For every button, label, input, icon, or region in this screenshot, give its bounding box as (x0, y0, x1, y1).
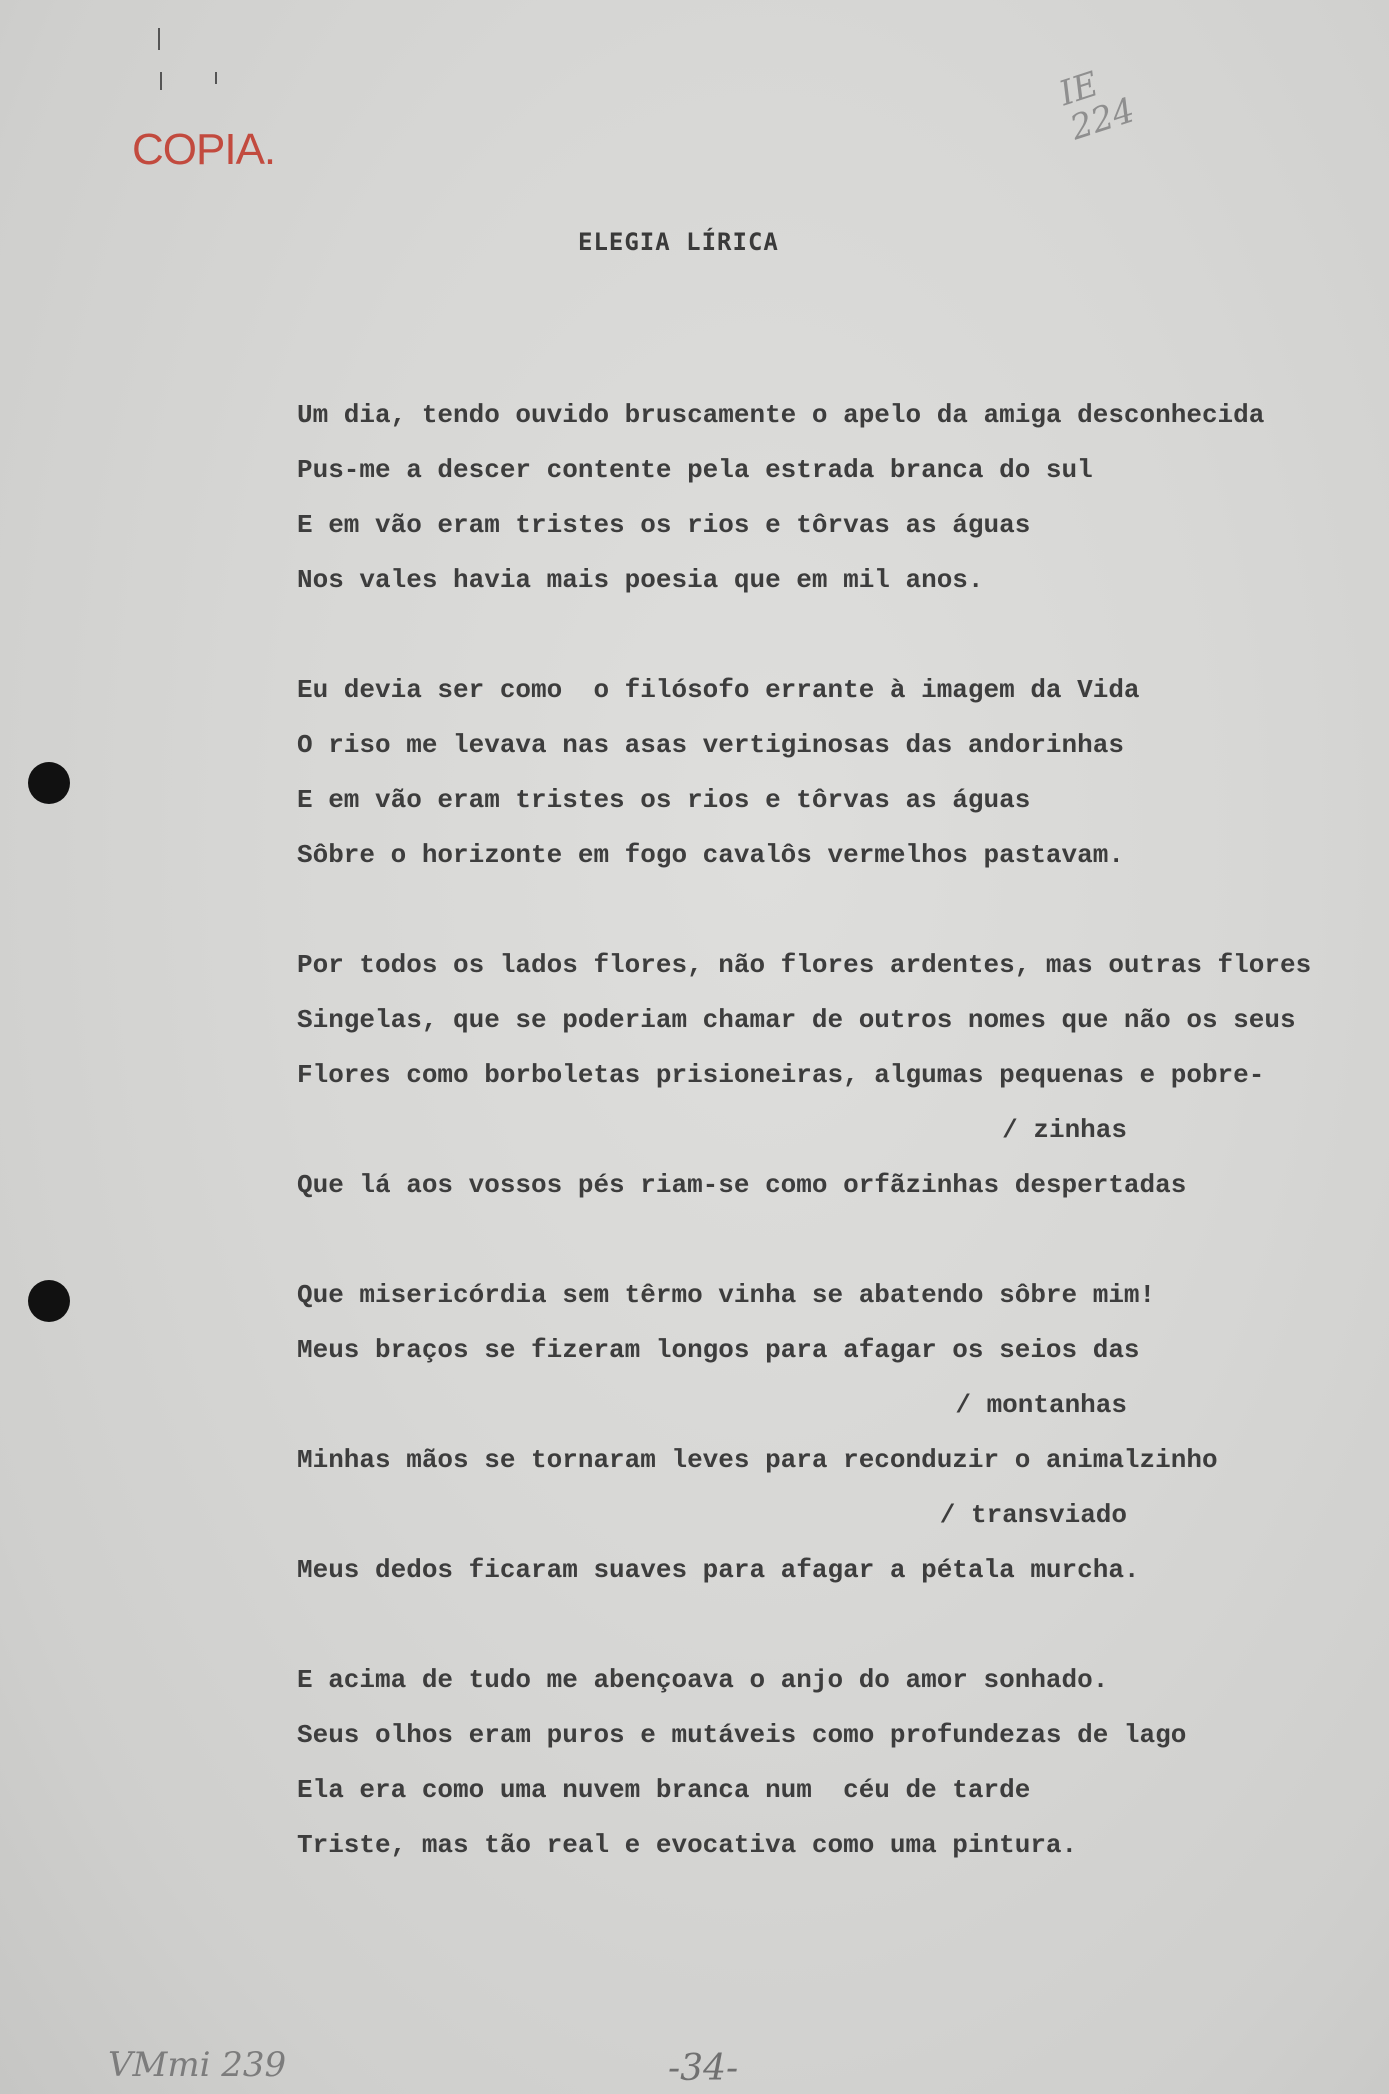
stanza-gap (297, 1220, 1377, 1275)
stanza (297, 395, 1377, 615)
poem-line: E em vão eram tristes os rios e tôrvas as águas (297, 510, 1031, 540)
stanza-gap (297, 1605, 1377, 1660)
poem-line-continuation: / transviado (939, 1500, 1127, 1530)
poem-line: Meus braços se fizeram longos para afagar os seios das (297, 1335, 1140, 1365)
poem-line: Seus olhos eram puros e mutáveis como profundezas de lago (297, 1720, 1187, 1750)
page-number: -34- (668, 2048, 739, 2089)
binding-mark (215, 72, 217, 84)
stanza-gap (297, 615, 1377, 670)
poem-line: Pus-me a descer contente pela estrada branca do sul (297, 455, 1093, 485)
poem-line: Eu devia ser como o filósofo errante à imagem da Vida (297, 675, 1140, 705)
poem-line: Um dia, tendo ouvido bruscamente o apelo da amiga desconhecida (297, 400, 1265, 430)
poem-title: ELEGIA LÍRICA (578, 228, 779, 256)
stanza (297, 670, 1377, 890)
binding-mark (158, 28, 160, 50)
handwritten-archive-code: VMmi 239 (108, 2045, 287, 2085)
poem-line: Sôbre o horizonte em fogo cavalôs vermelhos pastavam. (297, 840, 1124, 870)
poem-body (297, 395, 1377, 1880)
stanza (297, 1660, 1377, 1880)
poem-line: E em vão eram tristes os rios e tôrvas as águas (297, 785, 1031, 815)
poem-line: Nos vales havia mais poesia que em mil anos. (297, 565, 984, 595)
poem-line: Ela era como uma nuvem branca num céu de tarde (297, 1775, 1031, 1805)
stanza (297, 1275, 1377, 1605)
poem-line: Triste, mas tão real e evocativa como uma pintura. (297, 1830, 1078, 1860)
poem-line: Singelas, que se poderiam chamar de outros nomes que não os seus (297, 1005, 1296, 1035)
poem-line: Flores como borboletas prisioneiras, algumas pequenas e pobre- (297, 1060, 1265, 1090)
stanza (297, 945, 1377, 1220)
poem-line: Meus dedos ficaram suaves para afagar a pétala murcha. (297, 1555, 1140, 1585)
poem-line-continuation: / zinhas (1002, 1115, 1127, 1145)
stanza-gap (297, 890, 1377, 945)
punch-hole (28, 1280, 70, 1322)
poem-line: O riso me levava nas asas vertiginosas das andorinhas (297, 730, 1124, 760)
poem-line: Que lá aos vossos pés riam-se como orfãzinhas despertadas (297, 1170, 1187, 1200)
handwritten-archive-mark: IE 224 (1054, 64, 1140, 149)
binding-mark (160, 72, 162, 90)
copia-stamp: COPIA. (132, 125, 276, 174)
poem-line-continuation: / montanhas (955, 1390, 1127, 1420)
poem-line: E acima de tudo me abençoava o anjo do amor sonhado. (297, 1665, 1109, 1695)
poem-line: Por todos os lados flores, não flores ardentes, mas outras flores (297, 950, 1312, 980)
punch-hole (28, 762, 70, 804)
poem-line: Que misericórdia sem têrmo vinha se abatendo sôbre mim! (297, 1280, 1156, 1310)
poem-line: Minhas mãos se tornaram leves para reconduzir o animalzinho (297, 1445, 1218, 1475)
